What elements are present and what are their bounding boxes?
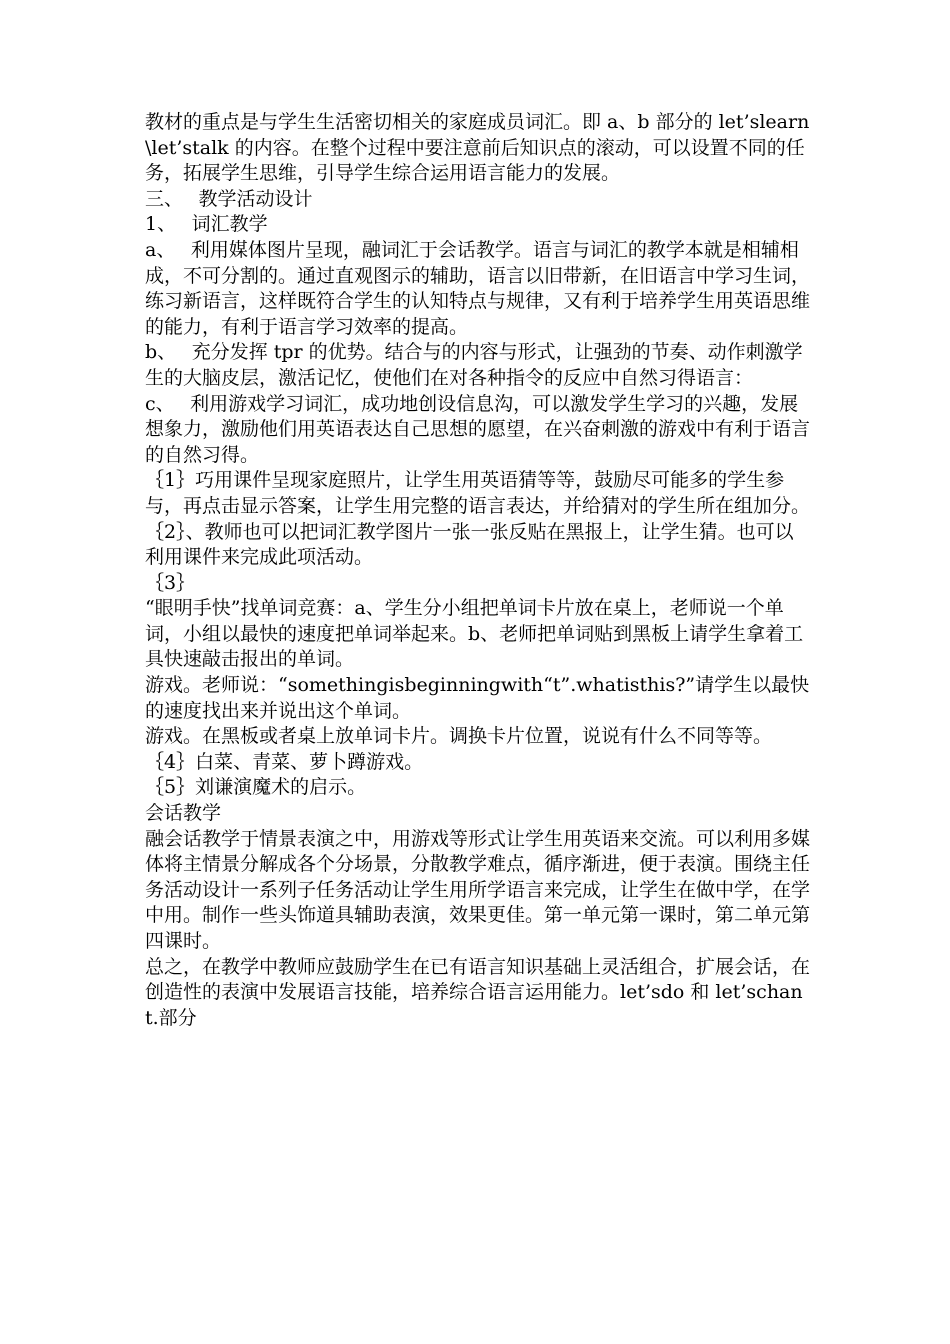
paragraph: ｛4｝白菜、青菜、萝卜蹲游戏。 [145,750,424,773]
paragraph: 融会话教学于情景表演之中，用游戏等形式让学生用英语来交流。可以利用多媒体将主情景分解成各个分场景，分散教学难点，循序渐进，便于表演。围绕主任务活动设计一系列子任务活动让学生用所学语言来完成，让学生在做中学，在学中用。制作一些头饰道具辅助表演，效果更佳。第一单元第一课时，第二单元第四课时。 [145,827,811,952]
paragraph: “眼明手快”找单词竞赛：a、学生分小组把单词卡片放在桌上，老师说一个单词，小组以最快的速度把单词举起来。b、老师把单词贴到黑板上请学生拿着工具快速敲击报出的单词。 [145,597,804,671]
subsection-heading: 1、 词汇教学 [145,213,268,236]
paragraph: ｛3｝ [145,571,196,594]
paragraph: 教材的重点是与学生生活密切相关的家庭成员词汇。即 a、b 部分的 let’slearn\let’stalk 的内容。在整个过程中要注意前后知识点的滚动，可以设置不同的任务，拓展学生思维，引导学生综合运用语言能力的发展。 [145,111,810,185]
paragraph: 游戏。在黑板或者桌上放单词卡片。调换卡片位置，说说有什么不同等等。 [145,725,773,748]
paragraph: c、 利用游戏学习词汇，成功地创设信息沟，可以激发学生学习的兴趣，发展想象力，激励他们用英语表达自己思想的愿望，在兴奋刺激的游戏中有利于语言的自然习得。 [145,392,811,466]
paragraph: ｛2｝、教师也可以把词汇教学图片一张一张反贴在黑报上，让学生猜。也可以利用课件来完成此项活动。 [145,520,794,569]
subsection-heading: 会话教学 [145,802,222,825]
paragraph: ｛5｝刘谦演魔术的启示。 [145,776,367,799]
paragraph: 游戏。老师说：“somethingisbeginningwith“t”.whatisthis?”请学生以最快的速度找出来并说出这个单词。 [145,674,810,722]
document-body [145,110,810,1031]
section-heading: 三、 教学活动设计 [145,187,313,210]
paragraph: 总之，在教学中教师应鼓励学生在已有语言知识基础上灵活组合，扩展会话，在创造性的表演中发展语言技能，培养综合语言运用能力。let’sdo 和 let’schant.部分 [145,955,811,1029]
paragraph: a、 利用媒体图片呈现，融词汇于会话教学。语言与词汇的教学本就是相辅相成，不可分割的。通过直观图示的辅助，语言以旧带新，在旧语言中学习生词，练习新语言，这样既符合学生的认知特点与规律，又有利于培养学生用英语思维的能力，有利于语言学习效率的提高。 [145,238,811,338]
paragraph: b、 充分发挥 tpr 的优势。结合与的内容与形式，让强劲的节奏、动作刺激学生的大脑皮层，激活记忆，使他们在对各种指令的反应中自然习得语言： [145,341,803,389]
paragraph: ｛1｝巧用课件呈现家庭照片，让学生用英语猜等等，鼓励尽可能多的学生参与，再点击显示答案，让学生用完整的语言表达，并给猜对的学生所在组加分。 [145,469,811,517]
